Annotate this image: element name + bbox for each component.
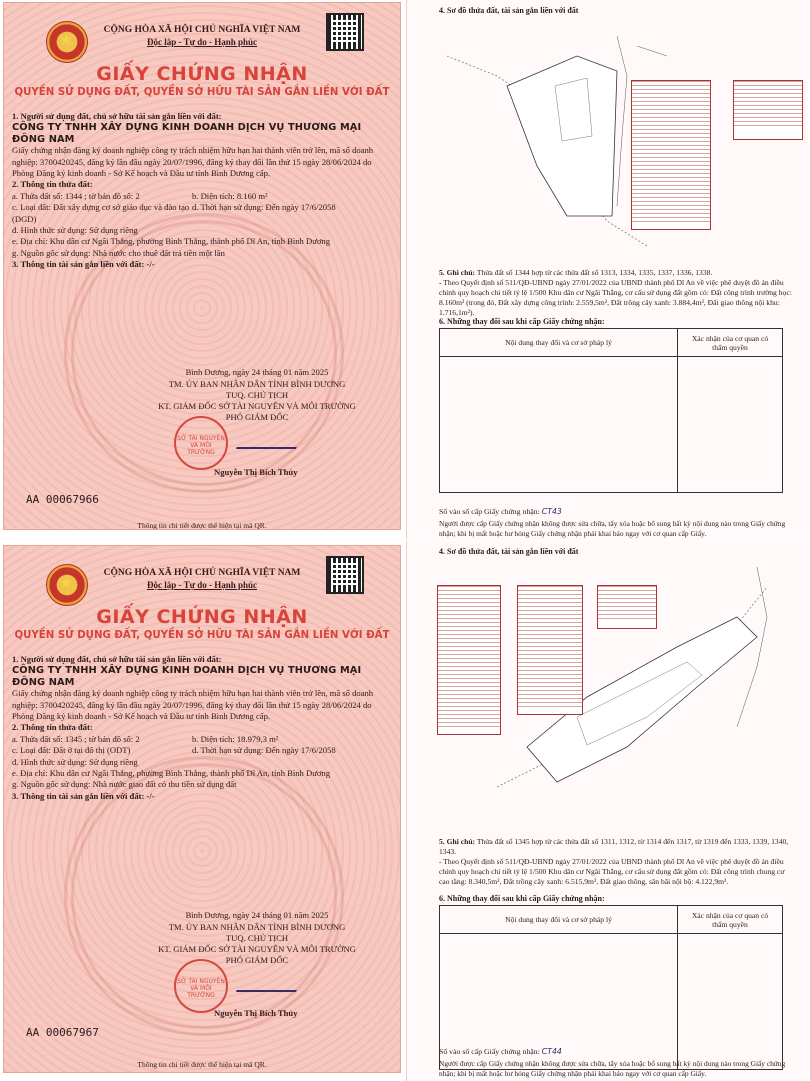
national-title: CỘNG HÒA XÃ HỘI CHỦ NGHĨA VIỆT NAM: [103, 568, 301, 578]
note-merge: Thửa đất số 1344 hợp từ các thửa đất số 1313, 1334, 1335, 1337, 1336, 1338.: [476, 268, 713, 277]
parcel-area: b. Diện tích: 18.979,3 m²: [192, 733, 279, 744]
coordinate-table-2: [517, 585, 583, 715]
national-motto: Độc lập - Tự do - Hạnh phúc: [146, 580, 257, 590]
land-type: c. Loại đất: Đất xây dựng cơ sở giáo dục và đào tạo (DGD): [12, 202, 190, 224]
handwritten-signature: [236, 970, 304, 992]
issue-date: Bình Dương, ngày 24 tháng 01 năm 2025: [185, 910, 329, 920]
qr-note: Thông tin chi tiết được thể hiện tại mã QR.: [137, 521, 267, 530]
signer-name: Nguyễn Thị Bích Thủy: [214, 1008, 298, 1018]
signature-title: PHÓ GIÁM ĐỐC: [225, 412, 289, 422]
book-number: CT43: [541, 507, 562, 516]
section-parcel-heading: 2. Thông tin thửa đất:: [12, 179, 93, 190]
note-decision: - Theo Quyết định số 511/QĐ-UBND ngày 27/01/2022 của UBND thành phố Dĩ An về việc phê duyệt đồ án điều chỉnh quy hoạch chi tiết tỷ lệ 1/500 Khu dân cư Ngãi Thắng, cơ cấu sử dụng đất gồm có: Đất công trình chung cư cao tầng: 8.340,5m², Đất trồng cây xanh: 6.515,9m², Đất giao thông, sân bãi nội bộ: 4.122,9m².: [439, 857, 785, 886]
official-stamp: SỞ TÀI NGUYÊN VÀ MÔI TRƯỜNG: [174, 416, 228, 470]
section-changes-heading: 6. Những thay đổi sau khi cấp Giấy chứng nhận:: [439, 317, 605, 326]
section-owner-heading: 1. Người sử dụng đất, chủ sở hữu tài sản gắn liền với đất:: [12, 111, 222, 121]
signature-authority-3: KT. GIÁM ĐỐC SỞ TÀI NGUYÊN VÀ MÔI TRƯỜNG: [158, 401, 356, 411]
certificate-front-1: [3, 2, 401, 530]
certificate-back-1: [406, 0, 808, 540]
parcel-number: a. Thửa đất số: 1344 ; tờ bản đồ số: 2: [12, 190, 140, 201]
signature-authority-1: TM. ỦY BAN NHÂN DÂN TỈNH BÌNH DƯƠNG: [168, 922, 346, 932]
signature-authority-3: KT. GIÁM ĐỐC SỞ TÀI NGUYÊN VÀ MÔI TRƯỜNG: [158, 944, 356, 954]
note-decision: - Theo Quyết định số 511/QĐ-UBND ngày 27/01/2022 của UBND thành phố Dĩ An về việc phê duyệt đồ án điều chỉnh quy hoạch chi tiết tỷ lệ 1/500 Khu dân cư Ngãi Thắng, cơ cấu sử dụng đất gồm có: Đất công trình trường học: 8.160m² (trong đó, Đất xây dựng công trình: 2.559,5m², Đất trồng cây xanh: 3.884,4m², Đất giao thông nội khu: 1.716,1m²).: [439, 278, 792, 317]
signer-name: Nguyễn Thị Bích Thủy: [214, 467, 298, 477]
parcel-area: b. Diện tích: 8.160 m²: [192, 190, 268, 201]
parcel-address: e. Địa chỉ: Khu dân cư Ngãi Thắng, phường Bình Thắng, thành phố Dĩ An, tỉnh Bình Dương: [12, 768, 331, 779]
warning-footnote: Người được cấp Giấy chứng nhận không được sửa chữa, tẩy xóa hoặc bổ sung bất kỳ nội dung nào trong Giấy chứng nhận; khi bị mất hoặc hư hỏng Giấy chứng nhận phải khai báo ngay với cơ quan cấp Giấy.: [439, 1059, 786, 1078]
changes-col-confirm: Xác nhận của cơ quan có thẩm quyền: [691, 333, 769, 352]
changes-table: [439, 328, 783, 493]
coordinate-table-1: [437, 585, 501, 735]
certificate-body: [12, 111, 392, 271]
certificate-title: GIẤY CHỨNG NHẬN: [96, 606, 308, 628]
certificate-subtitle: QUYỀN SỬ DỤNG ĐẤT, QUYỀN SỞ HỮU TÀI SẢN GẮN LIỀN VỚI ĐẤT: [14, 87, 390, 98]
serial-number: AA 00067966: [26, 493, 99, 506]
book-number: CT44: [541, 1047, 562, 1056]
warning-footnote: Người được cấp Giấy chứng nhận không được sửa chữa, tẩy xóa hoặc bổ sung bất kỳ nội dung nào trong Giấy chứng nhận; khi bị mất hoặc hư hỏng Giấy chứng nhận phải khai báo ngay với cơ quan cấp Giấy.: [439, 519, 786, 538]
national-title: CỘNG HÒA XÃ HỘI CHỦ NGHĨA VIỆT NAM: [103, 25, 301, 35]
owner-name: CÔNG TY TNHH XÂY DỰNG KINH DOANH DỊCH VỤ THƯƠNG MẠI ĐÔNG NAM: [12, 665, 362, 688]
note-heading: 5. Ghi chú:: [439, 837, 476, 846]
book-label: Số vào sổ cấp Giấy chứng nhận:: [439, 507, 540, 516]
coordinate-table-3: [597, 585, 657, 629]
changes-col-content: Nội dung thay đổi và cơ sở pháp lý: [440, 906, 678, 933]
national-motto: Độc lập - Tự do - Hạnh phúc: [146, 37, 257, 47]
usage-term: d. Thời hạn sử dụng: Đến ngày 17/6/2058: [192, 202, 336, 213]
signature-authority-2: TUQ. CHỦ TỊCH: [225, 390, 289, 400]
book-label: Số vào sổ cấp Giấy chứng nhận:: [439, 1047, 540, 1056]
usage-term: d. Thời hạn sử dụng: Đến ngày 17/6/2058: [192, 745, 336, 756]
handwritten-signature: [236, 427, 304, 449]
coordinate-table-right: [733, 80, 803, 140]
usage-form: đ. Hình thức sử dụng: Sử dụng riêng: [12, 756, 138, 767]
section-changes-heading: 6. Những thay đổi sau khi cấp Giấy chứng nhận:: [439, 894, 605, 903]
usage-form: đ. Hình thức sử dụng: Sử dụng riêng: [12, 225, 138, 236]
signature-title: PHÓ GIÁM ĐỐC: [225, 955, 289, 965]
national-emblem-icon: ★: [46, 21, 88, 63]
certificate-back-2: [406, 541, 808, 1081]
book-entry: [439, 507, 562, 516]
parcel-map: [437, 16, 797, 266]
parcel-number: a. Thửa đất số: 1345 ; tờ bản đồ số: 2: [12, 733, 140, 744]
usage-origin: g. Nguồn gốc sử dụng: Nhà nước giao đất có thu tiền sử dụng đất: [12, 779, 237, 790]
book-entry: [439, 1047, 562, 1056]
issue-date: Bình Dương, ngày 24 tháng 01 năm 2025: [185, 367, 329, 377]
note-merge: Thửa đất số 1345 hợp từ các thửa đất số 1311, 1312, từ 1314 đến 1317, từ 1319 đến 1333, 1339, 1340, 1343.: [439, 837, 789, 856]
note-block: [439, 268, 796, 318]
section-assets-heading: 3. Thông tin tài sản gắn liền với đất: -/-: [12, 790, 155, 801]
changes-col-content: Nội dung thay đổi và cơ sở pháp lý: [440, 329, 678, 356]
certificate-front-2: [3, 545, 401, 1073]
certificate-subtitle: QUYỀN SỬ DỤNG ĐẤT, QUYỀN SỞ HỮU TÀI SẢN GẮN LIỀN VỚI ĐẤT: [14, 630, 390, 641]
serial-number: AA 00067967: [26, 1026, 99, 1039]
coordinate-table-left: [631, 80, 711, 230]
signature-authority-2: TUQ. CHỦ TỊCH: [225, 933, 289, 943]
section-parcel-heading: 2. Thông tin thửa đất:: [12, 722, 93, 733]
section-map-heading: 4. Sơ đồ thửa đất, tài sản gắn liền với đất: [439, 6, 579, 15]
changes-col-confirm: Xác nhận của cơ quan có thẩm quyền: [691, 910, 769, 929]
section-assets-heading: 3. Thông tin tài sản gắn liền với đất: -/-: [12, 259, 155, 270]
qr-note: Thông tin chi tiết được thể hiện tại mã QR.: [137, 1060, 267, 1069]
certificate-body: [12, 654, 392, 802]
note-heading: 5. Ghi chú:: [439, 268, 476, 277]
parcel-address: e. Địa chỉ: Khu dân cư Ngãi Thắng, phường Bình Thắng, thành phố Dĩ An, tỉnh Bình Dương: [12, 236, 331, 247]
section-owner-heading: 1. Người sử dụng đất, chủ sở hữu tài sản gắn liền với đất:: [12, 654, 222, 664]
land-type: c. Loại đất: Đất ở tại đô thị (ODT): [12, 745, 131, 756]
changes-table: [439, 905, 783, 1070]
usage-origin: g. Nguồn gốc sử dụng: Nhà nước cho thuê đất trả tiền một lần: [12, 247, 225, 258]
signature-authority-1: TM. ỦY BAN NHÂN DÂN TỈNH BÌNH DƯƠNG: [168, 379, 346, 389]
note-block: [439, 837, 796, 887]
national-emblem-icon: ★: [46, 564, 88, 606]
owner-name: CÔNG TY TNHH XÂY DỰNG KINH DOANH DỊCH VỤ THƯƠNG MẠI ĐÔNG NAM: [12, 122, 362, 145]
official-stamp: SỞ TÀI NGUYÊN VÀ MÔI TRƯỜNG: [174, 959, 228, 1013]
owner-registration: Giấy chứng nhận đăng ký doanh nghiệp công ty trách nhiệm hữu hạn hai thành viên trở lên, mã số doanh nghiệp: 3700420245, đăng ký lần đầu ngày 20/07/1996, đăng ký thay đổi lần thứ 15 ngày 28/06/2024 do Phòng Đăng ký kinh doanh - Sở Kế hoạch và Đầu tư tỉnh Bình Dương cấp.: [12, 688, 374, 722]
section-map-heading: 4. Sơ đồ thửa đất, tài sản gắn liền với đất: [439, 547, 579, 556]
owner-registration: Giấy chứng nhận đăng ký doanh nghiệp công ty trách nhiệm hữu hạn hai thành viên trở lên, mã số doanh nghiệp: 3700420245, đăng ký lần đầu ngày 20/07/1996, đăng ký thay đổi lần thứ 15 ngày 28/06/2024 do Phòng Đăng ký kinh doanh - Sở Kế hoạch và Đầu tư tỉnh Bình Dương cấp.: [12, 145, 374, 179]
certificate-title: GIẤY CHỨNG NHẬN: [96, 63, 308, 85]
